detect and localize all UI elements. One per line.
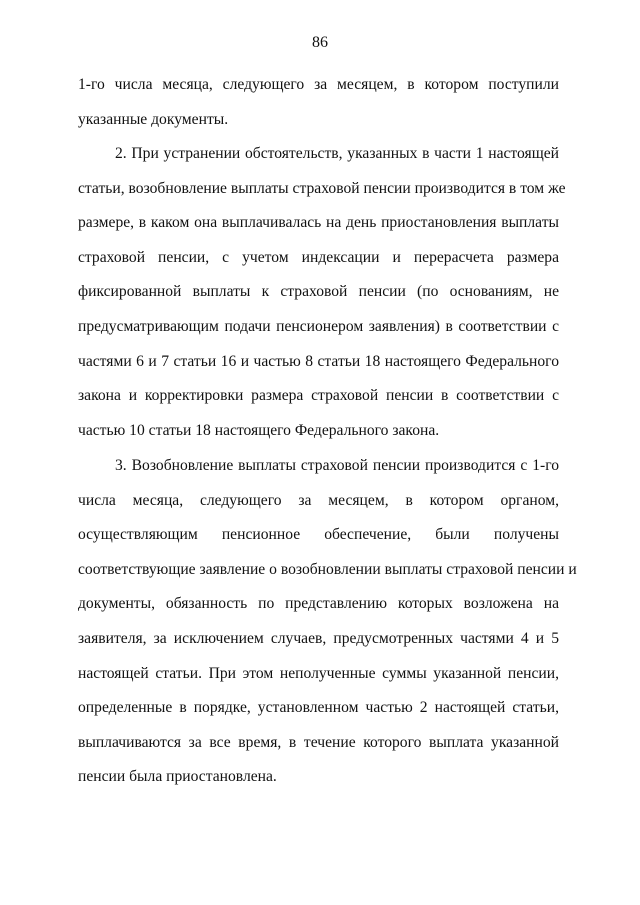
text-line: числа месяца, следующего за месяцем, в котором органом, — [78, 491, 559, 509]
text-line: пенсии была приостановлена. — [78, 768, 277, 786]
text-line: 2. При устранении обстоятельств, указанных в части 1 настоящей — [115, 145, 559, 162]
text-line: настоящей статьи. При этом неполученные суммы указанной пенсии, — [78, 664, 559, 682]
text-line: закона и корректировки размера страховой пенсии в соответствии с — [78, 387, 559, 405]
text-line: осуществляющим пенсионное обеспечение, были получены — [78, 526, 559, 544]
text-line: статьи, возобновление выплаты страховой пенсии производится в том же — [78, 179, 566, 197]
text-line: выплачиваются за все время, в течение которого выплата указанной — [78, 733, 559, 751]
text-line: страховой пенсии, с учетом индексации и перерасчета размера — [78, 248, 559, 266]
text-line: размере, в каком она выплачивалась на день приостановления выплаты — [78, 214, 559, 232]
page-number: 86 — [312, 34, 328, 51]
text-line: заявителя, за исключением случаев, предусмотренных частями 4 и 5 — [78, 629, 559, 647]
paragraph-item-3 — [78, 449, 577, 795]
text-line: указанные документы. — [78, 110, 229, 128]
text-line: предусматривающим подачи пенсионером заявления) в соответствии с — [78, 317, 559, 335]
text-line: частями 6 и 7 статьи 16 и частью 8 статьи 18 настоящего Федерального — [78, 352, 559, 370]
text-line: определенные в порядке, установленном частью 2 настоящей статьи, — [78, 699, 559, 717]
text-line: соответствующие заявление о возобновлении выплаты страховой пенсии и — [78, 560, 577, 578]
paragraph-item-2 — [78, 137, 566, 448]
text-line: фиксированной выплаты к страховой пенсии (по основаниям, не — [78, 283, 559, 301]
text-line: 1-го числа месяца, следующего за месяцем, в котором поступили — [78, 76, 559, 93]
paragraph-continuation — [78, 68, 559, 137]
text-line: 3. Возобновление выплаты страховой пенсии производится с 1-го — [115, 457, 559, 474]
text-line: документы, обязанность по представлению которых возложена на — [78, 595, 559, 613]
text-line: частью 10 статьи 18 настоящего Федерального закона. — [78, 421, 440, 439]
